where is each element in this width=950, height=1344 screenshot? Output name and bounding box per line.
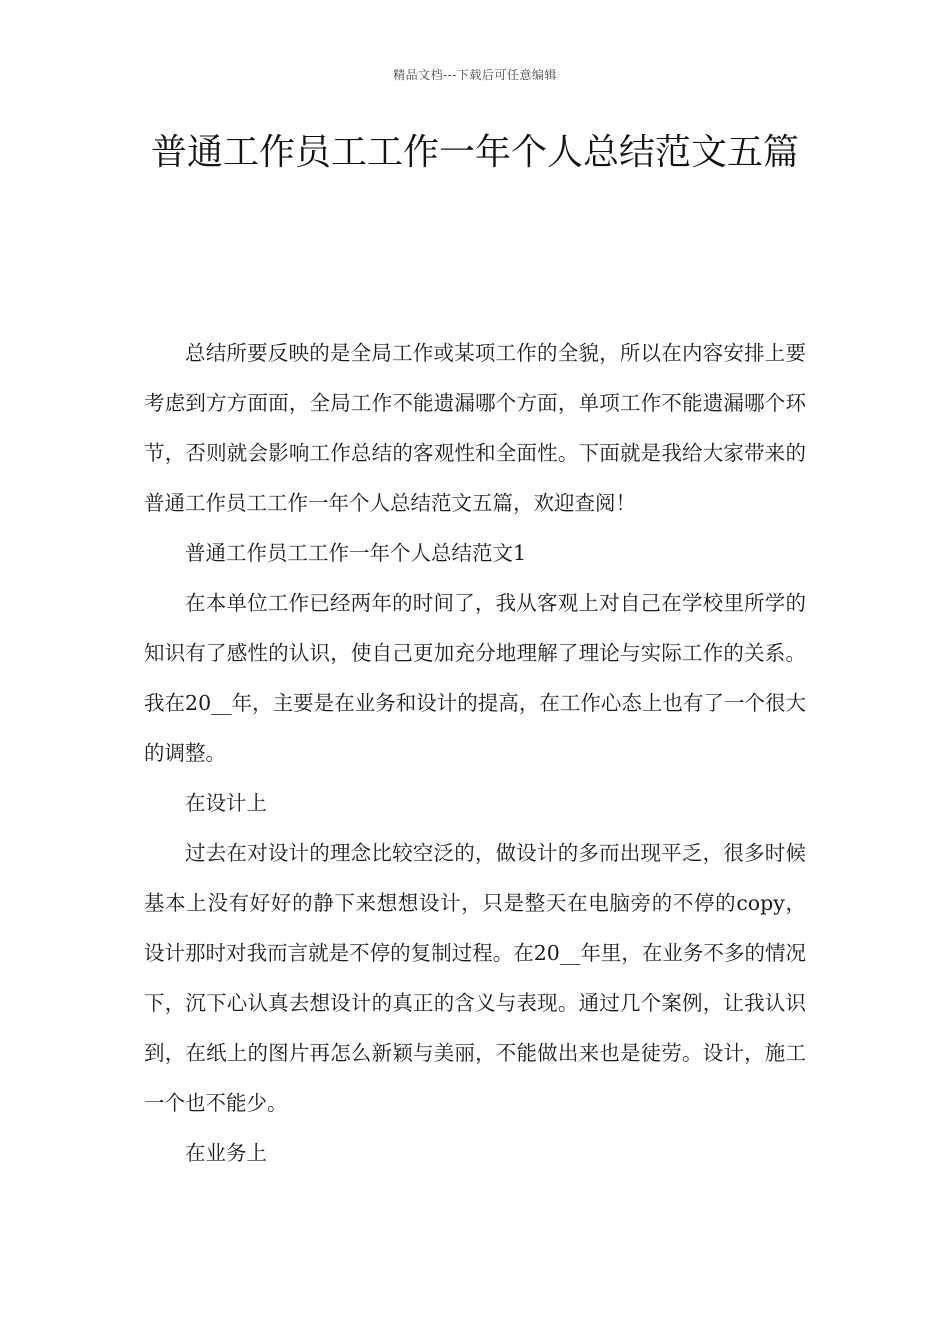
document-body [144,328,806,1178]
paragraph: 在本单位工作已经两年的时间了，我从客观上对自己在学校里所学的知识有了感性的认识，使自己更加充分地理解了理论与实际工作的关系。我在20__年，主要是在业务和设计的提高，在工作心态上也有了一个很大的调整。 [144,591,806,765]
document-title: 普通工作员工工作一年个人总结范文五篇 [150,132,799,173]
header-note: 精品文档---下载后可任意编辑 [393,68,557,82]
subheading-design: 在设计上 [185,791,267,815]
paragraph: 过去在对设计的理念比较空泛的，做设计的多而出现平乏，很多时候基本上没有好好的静下来想想设计，只是整天在电脑旁的不停的copy，设计那时对我而言就是不停的复制过程。在20__年里，在业务不多的情况下，沉下心认真去想设计的真正的含义与表现。通过几个案例，让我认识到，在纸上的图片再怎么新颖与美丽，不能做出来也是徒劳。设计，施工一个也不能少。 [144,841,806,1115]
section-heading-sample-1: 普通工作员工工作一年个人总结范文1 [185,541,527,565]
subheading-business: 在业务上 [185,1141,267,1165]
paragraph-intro: 总结所要反映的是全局工作或某项工作的全貌，所以在内容安排上要考虑到方方面面，全局工作不能遗漏哪个方面，单项工作不能遗漏哪个环节，否则就会影响工作总结的客观性和全面性。下面就是我给大家带来的普通工作员工工作一年个人总结范文五篇，欢迎查阅！ [144,341,806,515]
